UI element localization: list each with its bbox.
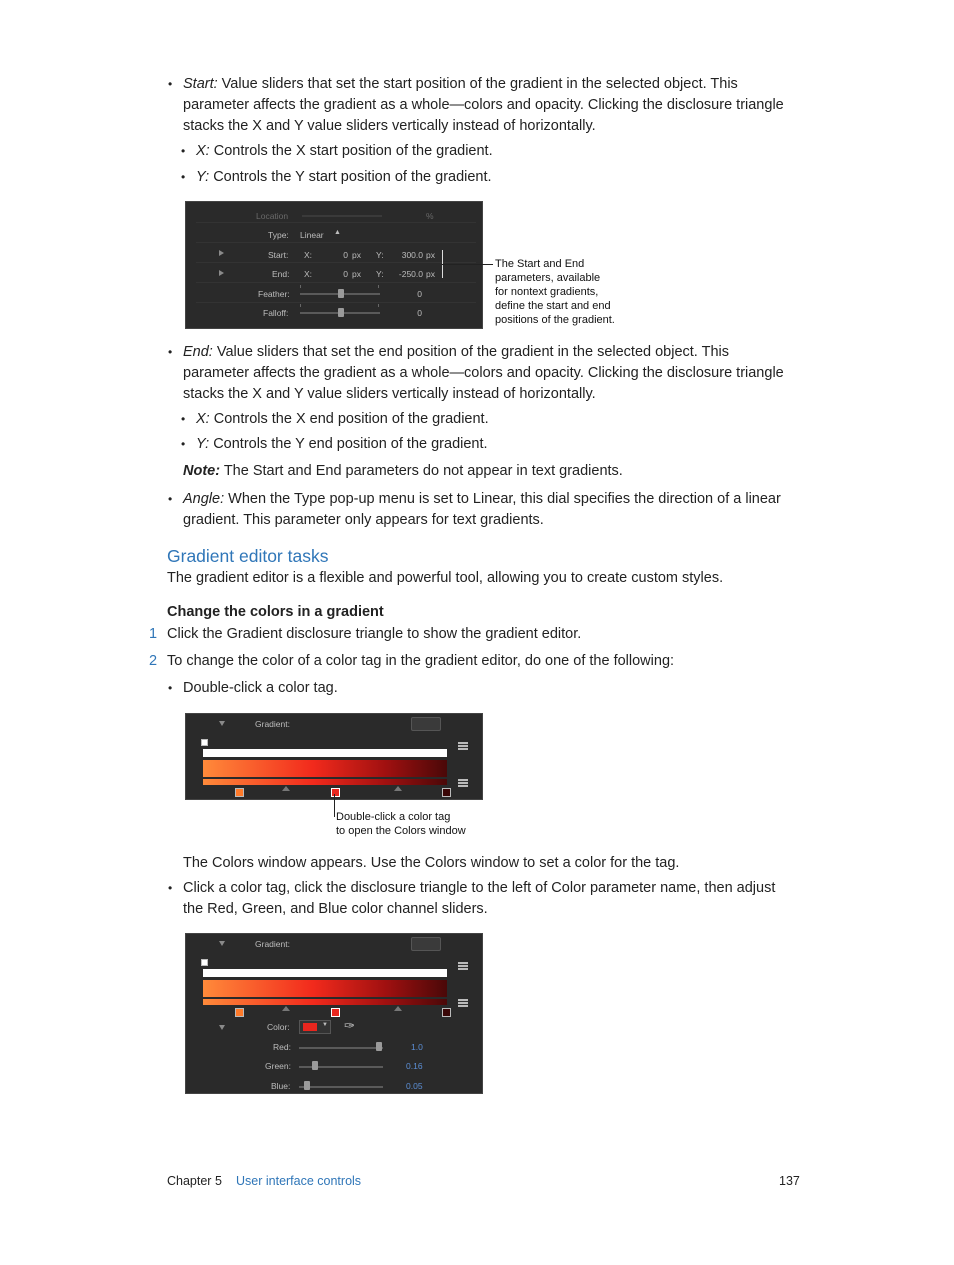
end-bullet: [183, 342, 823, 405]
opacity-tag[interactable]: [201, 959, 208, 966]
opacity-controls-icon[interactable]: [458, 742, 468, 750]
falloff-label: Falloff:: [263, 308, 289, 318]
green-slider-thumb[interactable]: [312, 1061, 318, 1070]
end-y-bullet: [196, 434, 796, 455]
start-text-l2: parameter affects the gradient as a whole—colors and opacity. Clicking the disclosure triangle: [183, 97, 784, 113]
falloff-slider-thumb[interactable]: [338, 308, 344, 317]
color-tag-red[interactable]: [331, 1008, 340, 1017]
end-x-term: X:: [196, 411, 210, 427]
color-label: Color:: [267, 1022, 290, 1032]
midpoint-marker-2[interactable]: [394, 786, 402, 791]
blue-value[interactable]: 0.05: [406, 1081, 423, 1091]
colors-window-text: The Colors window appears. Use the Colors window to set a color for the tag.: [183, 855, 680, 871]
end-x-label: X:: [304, 269, 313, 279]
color-popup-arrow-icon[interactable]: ▼: [322, 1022, 328, 1028]
end-y-term: Y:: [196, 436, 210, 452]
midpoint-marker-1[interactable]: [282, 786, 290, 791]
gradient-label: Gradient:: [255, 939, 290, 949]
start-x-term: X:: [196, 143, 210, 159]
color-gradient-strip: [203, 999, 447, 1005]
note: [183, 461, 803, 482]
opacity-tag[interactable]: [201, 739, 208, 746]
location-unit: %: [426, 211, 434, 221]
note-term: Note:: [183, 463, 221, 479]
start-x-value[interactable]: 0: [343, 250, 348, 260]
gradient-preset-popup[interactable]: [411, 937, 441, 951]
start-x-label: X:: [304, 250, 313, 260]
start-x-bullet: [196, 141, 796, 162]
step-2-number: 2: [149, 653, 158, 669]
red-slider-thumb[interactable]: [376, 1042, 382, 1051]
footer-chapter: Chapter 5: [167, 1174, 222, 1188]
location-label: Location: [256, 211, 289, 221]
red-slider[interactable]: [299, 1047, 383, 1049]
gradient-preset-popup[interactable]: [411, 717, 441, 731]
end-x-unit: px: [352, 269, 361, 279]
step-2-text: To change the color of a color tag in the gradient editor, do one of the following:: [167, 653, 675, 669]
midpoint-marker-2[interactable]: [394, 1006, 402, 1011]
color-tag-dark[interactable]: [442, 788, 451, 797]
color-tag-orange[interactable]: [235, 788, 244, 797]
blue-slider[interactable]: [299, 1086, 383, 1088]
color-tag-red[interactable]: [331, 788, 340, 797]
color-controls-icon[interactable]: [458, 779, 468, 787]
gradient-editor-panel: [185, 713, 483, 800]
start-y-value[interactable]: 300.0: [401, 250, 423, 260]
end-text-l1: Value sliders that set the end position of the gradient in the selected object. This: [212, 344, 729, 360]
end-x-value[interactable]: 0: [343, 269, 348, 279]
step-1-number: 1: [149, 626, 158, 642]
opacity-controls-icon[interactable]: [458, 962, 468, 970]
color-tag-dark[interactable]: [442, 1008, 451, 1017]
location-slider[interactable]: [302, 215, 382, 217]
start-disclosure-triangle[interactable]: [219, 250, 224, 256]
end-text-l2: parameter affects the gradient as a whole—colors and opacity. Clicking the disclosure triangle: [183, 365, 784, 381]
start-term: Start:: [183, 76, 218, 92]
sub-bullet-2: [183, 878, 823, 920]
start-y-unit: px: [426, 250, 435, 260]
color-tag-orange[interactable]: [235, 1008, 244, 1017]
task-title: Change the colors in a gradient: [167, 604, 384, 620]
updown-icon: ▲: [334, 229, 341, 236]
panel1-callout: The Start and End parameters, available for nontext gradients, define the start and end positions of the gradient.: [495, 258, 615, 326]
start-y-bullet: [196, 167, 796, 188]
color-gradient-bar[interactable]: [203, 980, 447, 997]
end-x-bullet: [196, 409, 796, 430]
feather-value[interactable]: 0: [417, 289, 422, 299]
note-text: The Start and End parameters do not appear in text gradients.: [220, 463, 623, 479]
start-bullet: [183, 74, 823, 137]
sub-bullet-1: • Double-click a color tag.: [183, 678, 783, 699]
start-label: Start:: [268, 250, 289, 260]
gradient-label: Gradient:: [255, 719, 290, 729]
end-y-unit: px: [426, 269, 435, 279]
start-x-unit: px: [352, 250, 361, 260]
start-text-l1: Value sliders that set the start position of the gradient in the selected object. This: [217, 76, 738, 92]
red-value[interactable]: 1.0: [411, 1042, 423, 1052]
end-y-value[interactable]: -250.0: [398, 269, 423, 279]
step-2: [149, 651, 807, 672]
opacity-gradient-bar[interactable]: [203, 969, 447, 977]
footer-chapter-title[interactable]: User interface controls: [236, 1174, 362, 1188]
end-y-label: Y:: [376, 269, 384, 279]
step-1: [149, 624, 807, 645]
end-x-text: Controls the X end position of the gradient.: [209, 411, 489, 427]
end-disclosure-triangle[interactable]: [219, 270, 224, 276]
section-intro: The gradient editor is a flexible and powerful tool, allowing you to create custom styles.: [167, 570, 724, 586]
sub2-l2: the Red, Green, and Blue color channel sliders.: [183, 901, 488, 917]
falloff-value[interactable]: 0: [417, 308, 422, 318]
angle-text-l2: gradient. This parameter only appears for text gradients.: [183, 512, 544, 528]
sub2-l1: • Click a color tag, click the disclosure triangle to the left of Color parameter name, then adjust: [183, 880, 776, 896]
gradient-color-panel: [185, 933, 483, 1094]
green-value[interactable]: 0.16: [406, 1061, 423, 1071]
gradient-disclosure-triangle[interactable]: [219, 941, 225, 946]
angle-term: Angle:: [183, 491, 225, 507]
start-y-label: Y:: [376, 250, 384, 260]
end-label: End:: [272, 269, 290, 279]
angle-text-l1: When the Type pop-up menu is set to Linear, this dial specifies the direction of a linear: [224, 491, 781, 507]
end-term: End:: [183, 344, 213, 360]
start-y-text: Controls the Y start position of the gradient.: [209, 169, 492, 185]
type-label: Type:: [268, 230, 289, 240]
step-1-text: Click the Gradient disclosure triangle to show the gradient editor.: [167, 626, 582, 642]
start-x-text: Controls the X start position of the gradient.: [209, 143, 493, 159]
gradient-disclosure-triangle[interactable]: [219, 721, 225, 726]
green-label: Green:: [265, 1061, 291, 1071]
end-text-l3: stacks the X and Y value sliders vertically instead of horizontally.: [183, 386, 596, 402]
section-heading: Gradient editor tasks: [167, 546, 329, 566]
feather-label: Feather:: [258, 289, 290, 299]
start-y-term: Y:: [196, 169, 210, 185]
blue-label: Blue:: [271, 1081, 291, 1091]
page-number: 137: [779, 1174, 800, 1188]
red-label: Red:: [273, 1042, 291, 1052]
angle-bullet: [183, 489, 823, 531]
eyedropper-icon[interactable]: ✑: [344, 1018, 355, 1033]
opacity-gradient-bar[interactable]: [203, 749, 447, 757]
end-y-text: Controls the Y end position of the gradient.: [209, 436, 488, 452]
midpoint-marker-1[interactable]: [282, 1006, 290, 1011]
color-disclosure-triangle[interactable]: [219, 1025, 225, 1030]
type-popup[interactable]: Linear: [300, 230, 324, 240]
color-controls-icon[interactable]: [458, 999, 468, 1007]
color-gradient-strip: [203, 779, 447, 785]
feather-slider-thumb[interactable]: [338, 289, 344, 298]
panel2-callout: Double-click a color tag to open the Colors window: [336, 811, 466, 837]
blue-slider-thumb[interactable]: [304, 1081, 310, 1090]
gradient-params-panel: [185, 201, 483, 329]
color-gradient-bar[interactable]: [203, 760, 447, 777]
start-text-l3: stacks the X and Y value sliders vertically instead of horizontally.: [183, 118, 596, 134]
